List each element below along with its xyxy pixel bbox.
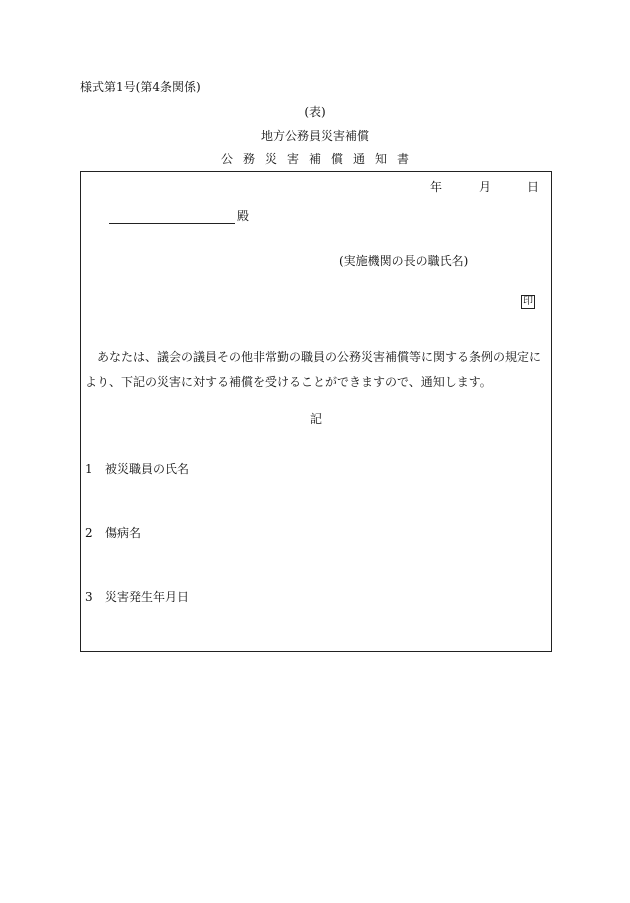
recipient-honorific: 殿	[237, 209, 250, 223]
item-number: 1	[85, 462, 93, 476]
item-label-incident-date: 災害発生年月日	[105, 590, 190, 604]
document-title-line2: 公務災害補償通知書	[220, 152, 419, 166]
item-number: 2	[85, 526, 93, 540]
item-label-victim-name: 被災職員の氏名	[105, 462, 190, 476]
ki-label: 記	[309, 412, 322, 426]
date-day-label: 日	[527, 180, 540, 194]
form-number: 様式第1号(第4条関係)	[80, 80, 201, 94]
issuer-label: (実施機関の長の職氏名)	[339, 254, 469, 268]
recipient-name-line	[109, 223, 235, 224]
item-number: 3	[85, 590, 93, 604]
date-year-label: 年	[430, 180, 443, 194]
form-box	[80, 171, 552, 652]
notice-body-text: あなたは、議会の議員その他非常勤の職員の公務災害補償等に関する条例の規定により、下記の災害に対する補償を受けることができますので、通知します。	[85, 350, 542, 389]
document-title-line1: 地方公務員災害補償	[260, 129, 369, 143]
side-label: (表)	[304, 105, 326, 119]
item-label-injury-name: 傷病名	[105, 526, 142, 540]
seal-mark-icon: 印	[523, 296, 533, 307]
date-month-label: 月	[479, 180, 492, 194]
